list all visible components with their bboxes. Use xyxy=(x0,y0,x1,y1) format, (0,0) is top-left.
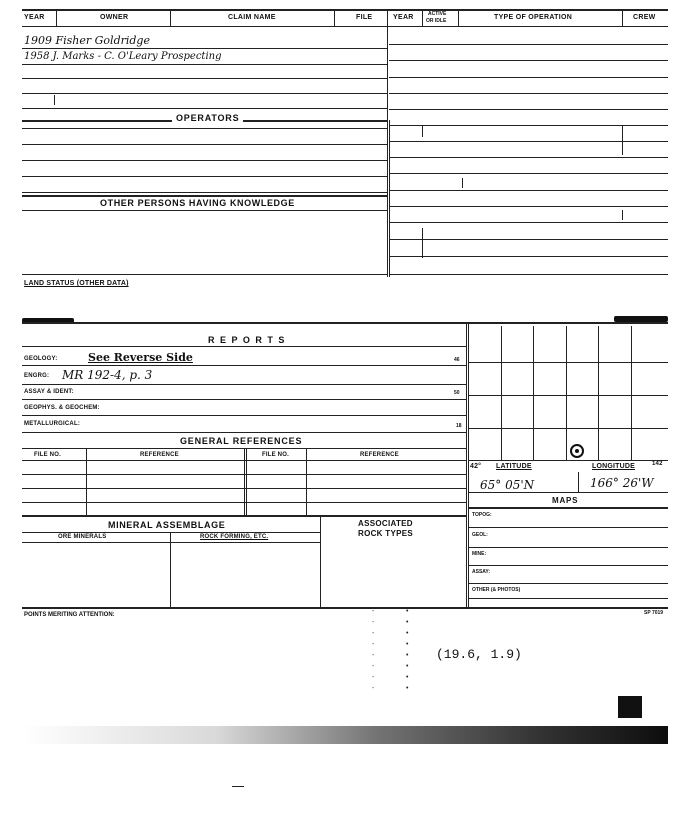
row-line xyxy=(22,384,466,385)
row-line xyxy=(22,176,387,177)
reports-right-divider xyxy=(466,322,467,608)
top-border xyxy=(22,9,668,11)
other-persons-heading: OTHER PERSONS HAVING KNOWLEDGE xyxy=(100,198,295,208)
long-suffix: 142 xyxy=(652,461,663,467)
geology-label: GEOLOGY: xyxy=(24,356,58,362)
tick xyxy=(422,125,423,137)
engrg-value: MR 192-4, p. 3 xyxy=(62,368,153,382)
location-marker-icon xyxy=(570,444,584,458)
ops-row-line xyxy=(389,206,668,207)
dash-marks: - - - - - - - - xyxy=(372,608,375,692)
mineral-col xyxy=(320,515,321,608)
claim-name-header: CLAIM NAME xyxy=(228,14,276,21)
row-line xyxy=(468,547,668,548)
grid-row xyxy=(468,460,668,461)
grid-col xyxy=(533,326,534,460)
maps-assay: ASSAY: xyxy=(472,569,491,575)
maps-topog: TOPOG: xyxy=(472,512,492,518)
ops-row-line xyxy=(389,190,668,191)
row-line xyxy=(22,210,387,211)
row-line xyxy=(22,399,466,400)
latitude-label: LATITUDE xyxy=(496,463,532,470)
ops-row-line xyxy=(389,44,668,45)
rock-forming-label: ROCK FORMING, ETC. xyxy=(200,534,269,540)
ops-row-line xyxy=(389,222,668,223)
tick xyxy=(54,95,55,105)
row-line xyxy=(468,527,668,528)
col-tick xyxy=(422,10,423,26)
ref-col xyxy=(246,448,247,515)
row-line xyxy=(468,598,668,599)
active-header-line2: OR IDLE xyxy=(426,18,447,24)
owners-year-header: YEAR xyxy=(24,14,45,21)
longitude-value: 166° 26'W xyxy=(590,476,654,490)
reports-bottom-border xyxy=(22,607,668,609)
grid-row xyxy=(468,395,668,396)
tick xyxy=(422,228,423,258)
lat-prefix: 42° xyxy=(470,463,482,470)
row-line xyxy=(22,48,387,49)
file-header: FILE xyxy=(356,14,373,21)
maps-heading: MAPS xyxy=(552,496,579,505)
main-divider xyxy=(387,9,388,277)
other-persons-top-line xyxy=(22,195,387,197)
assay-num: 50 xyxy=(454,390,460,396)
mineral-col xyxy=(170,532,171,608)
grid-col xyxy=(501,326,502,460)
type-of-operation-header: TYPE OF OPERATION xyxy=(494,14,573,21)
operators-heading: OPERATORS xyxy=(172,113,243,123)
associated-label-1: ASSOCIATED xyxy=(358,519,413,528)
maps-other: OTHER (& PHOTOS) xyxy=(472,587,521,593)
ops-row-line xyxy=(389,93,668,94)
operations-year-header: YEAR xyxy=(393,14,414,21)
col-tick xyxy=(170,10,171,26)
ops-row-line xyxy=(389,256,668,257)
grid-col xyxy=(566,326,567,460)
row-line xyxy=(22,192,387,193)
crew-header: CREW xyxy=(633,14,656,21)
reports-top-border xyxy=(22,322,668,324)
latitude-value: 65° 05'N xyxy=(480,478,535,492)
row-line xyxy=(22,160,387,161)
scan-streak xyxy=(22,726,668,744)
owner-header: OWNER xyxy=(100,14,129,21)
row-line xyxy=(22,274,387,275)
ore-minerals-label: ORE MINERALS xyxy=(58,534,107,540)
tick xyxy=(622,125,623,155)
ref-col xyxy=(244,448,245,515)
reports-heading: R E P O R T S xyxy=(208,335,286,345)
coordinates-note: (19.6, 1.9) xyxy=(436,647,522,662)
dot-marks: • • • • • • • • xyxy=(406,608,409,692)
form-code: SP 7019 xyxy=(644,610,664,616)
tick xyxy=(622,210,623,220)
ref-reference-1: REFERENCE xyxy=(140,452,179,458)
row-line xyxy=(468,565,668,566)
points-label: POINTS MERITING ATTENTION: xyxy=(24,612,115,618)
scan-blot xyxy=(618,696,642,718)
row-line xyxy=(22,93,387,94)
grid-row xyxy=(468,428,668,429)
ref-file-no-2: FILE NO. xyxy=(262,452,289,458)
associated-label-2: ROCK TYPES xyxy=(358,529,414,538)
ops-row-line xyxy=(389,239,668,240)
main-divider-2 xyxy=(389,120,390,277)
grid-col xyxy=(631,326,632,460)
col-tick xyxy=(458,10,459,26)
row-line xyxy=(22,365,466,366)
active-header-line1: ACTIVE xyxy=(428,11,447,17)
ref-file-no-1: FILE NO. xyxy=(34,452,61,458)
grid-row xyxy=(468,362,668,363)
row-line xyxy=(22,128,387,129)
row-line xyxy=(22,78,387,79)
land-status-label: LAND STATUS (OTHER DATA) xyxy=(24,280,129,287)
metallurgical-label: METALLURGICAL: xyxy=(24,421,81,427)
reports-heading-line xyxy=(22,346,466,347)
ops-row-line xyxy=(389,60,668,61)
maps-geol: GEOL: xyxy=(472,532,488,538)
grid-col xyxy=(598,326,599,460)
col-tick xyxy=(334,10,335,26)
assay-label: ASSAY & IDENT: xyxy=(24,389,74,395)
ops-row-line xyxy=(389,109,668,110)
ref-reference-2: REFERENCE xyxy=(360,452,399,458)
row-line xyxy=(22,532,320,533)
lat-long-divider xyxy=(578,472,579,492)
row-line xyxy=(22,415,466,416)
row-line xyxy=(468,507,668,509)
row-line xyxy=(22,64,387,65)
geology-value: See Reverse Side xyxy=(88,351,193,364)
ops-row-line xyxy=(389,173,668,174)
ops-row-line xyxy=(389,141,668,142)
col-tick xyxy=(622,10,623,26)
row-line xyxy=(468,583,668,584)
maps-mine: MINE: xyxy=(472,551,487,557)
row-line xyxy=(22,515,466,517)
mineral-assemblage-heading: MINERAL ASSEMBLAGE xyxy=(108,520,226,530)
row-line xyxy=(468,492,668,493)
ops-row-line xyxy=(389,274,668,275)
ref-col xyxy=(306,448,307,515)
tick xyxy=(462,178,463,188)
geophys-label: GEOPHYS. & GEOCHEM: xyxy=(24,405,100,411)
ops-row-line xyxy=(389,157,668,158)
general-references-heading: GENERAL REFERENCES xyxy=(180,436,303,446)
engrg-label: ENGRG: xyxy=(24,373,50,379)
row-line xyxy=(22,432,466,433)
row-line xyxy=(22,542,320,543)
ops-row-line xyxy=(389,125,668,126)
row-line xyxy=(22,144,387,145)
metallurgical-num: 18 xyxy=(456,423,462,429)
row-line xyxy=(22,108,387,109)
ops-row-line xyxy=(389,77,668,78)
owner-entry-1: 1909 Fisher Goldridge xyxy=(24,34,150,47)
col-tick xyxy=(56,10,57,26)
ref-col xyxy=(86,448,87,515)
longitude-label: LONGITUDE xyxy=(592,463,636,470)
header-underline xyxy=(22,26,668,27)
geology-num: 46 xyxy=(454,357,460,363)
scan-dash xyxy=(232,786,244,787)
owner-entry-2: 1958 J. Marks - C. O'Leary Prospecting xyxy=(24,51,222,62)
